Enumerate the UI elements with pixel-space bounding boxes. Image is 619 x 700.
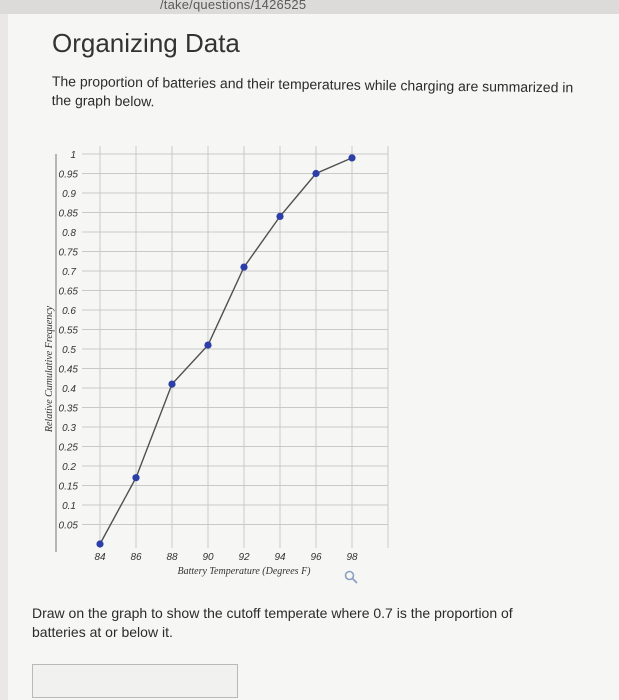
y-tick-label: 0.75 xyxy=(58,247,78,259)
chart-svg[interactable] xyxy=(38,134,418,584)
series-line xyxy=(100,158,352,544)
x-tick-label: 94 xyxy=(274,552,286,563)
answer-input[interactable] xyxy=(32,664,238,698)
x-tick-label: 96 xyxy=(310,552,322,563)
y-tick-label: 0.95 xyxy=(58,169,78,181)
y-tick-label: 0.9 xyxy=(62,189,76,200)
data-point xyxy=(240,264,247,271)
question-instructions: Draw on the graph to show the cutoff temperate where 0.7 is the proportion of batteries at or below it. xyxy=(32,605,513,640)
y-tick-label: 0.65 xyxy=(58,286,78,298)
x-tick-label: 86 xyxy=(130,552,142,563)
x-tick-label: 98 xyxy=(346,552,358,563)
data-point xyxy=(276,213,283,220)
y-tick-label: 0.35 xyxy=(58,403,78,415)
y-axis-label: Relative Cumulative Frequency xyxy=(44,305,55,433)
page-title: Organizing Data xyxy=(52,28,240,58)
data-point xyxy=(96,540,103,547)
y-tick-label: 0.45 xyxy=(58,364,78,376)
data-point xyxy=(168,381,175,388)
y-tick-label: 0.5 xyxy=(62,345,76,356)
y-tick-label: 0.25 xyxy=(58,442,78,454)
cumulative-frequency-chart[interactable] xyxy=(38,134,418,584)
search-icon[interactable] xyxy=(344,570,358,584)
y-tick-label: 0.05 xyxy=(58,520,78,532)
browser-url-strip xyxy=(0,0,619,14)
y-tick-label: 0.7 xyxy=(62,267,76,278)
y-tick-label: 0.8 xyxy=(62,228,76,239)
data-point xyxy=(312,170,319,177)
y-tick-label: 0.1 xyxy=(62,501,76,512)
y-tick-label: 0.2 xyxy=(62,462,76,473)
data-point xyxy=(348,154,355,161)
question-intro: The proportion of batteries and their temperatures while charging are summarized in the graph below. xyxy=(51,72,574,110)
y-tick-label: 1 xyxy=(70,150,76,161)
url-text: /take/questions/1426525 xyxy=(160,0,307,12)
x-tick-label: 90 xyxy=(202,552,214,563)
question-card xyxy=(8,14,619,700)
data-point xyxy=(204,342,211,349)
x-tick-label: 92 xyxy=(238,552,250,563)
y-tick-label: 0.85 xyxy=(58,208,78,220)
x-tick-label: 88 xyxy=(166,552,178,563)
y-tick-label: 0.6 xyxy=(62,306,76,317)
x-tick-label: 84 xyxy=(94,552,106,563)
x-axis-label: Battery Temperature (Degrees F) xyxy=(177,566,311,577)
data-point xyxy=(132,474,139,481)
y-tick-label: 0.3 xyxy=(62,423,76,434)
y-tick-label: 0.55 xyxy=(58,325,78,337)
y-tick-label: 0.4 xyxy=(62,384,76,395)
y-tick-label: 0.15 xyxy=(58,481,78,493)
